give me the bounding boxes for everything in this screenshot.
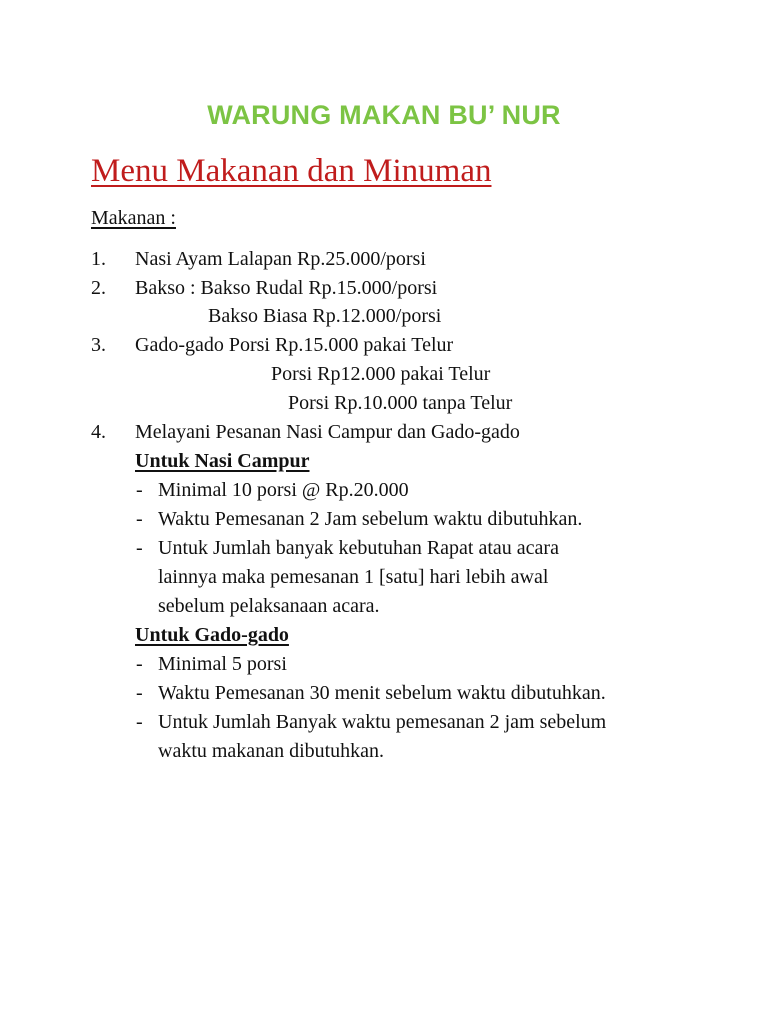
item-text: Melayani Pesanan Nasi Campur dan Gado-gado: [135, 421, 520, 443]
bullet-dash: -: [136, 537, 143, 559]
item-text: Bakso : Bakso Rudal Rp.15.000/porsi: [135, 277, 438, 299]
item-number: 4.: [91, 421, 106, 443]
item-number: 2.: [91, 277, 106, 299]
bullet-text-continued: sebelum pelaksanaan acara.: [158, 595, 380, 617]
bullet-dash: -: [136, 479, 143, 501]
bullet-text-continued: lainnya maka pemesanan 1 [satu] hari lebih awal: [158, 566, 549, 588]
bullet-text: Untuk Jumlah banyak kebutuhan Rapat atau acara: [158, 537, 559, 559]
bullet-text: Waktu Pemesanan 30 menit sebelum waktu dibutuhkan.: [158, 682, 606, 704]
item-text: Nasi Ayam Lalapan Rp.25.000/porsi: [135, 248, 426, 270]
bullet-text: Minimal 5 porsi: [158, 653, 287, 675]
bullet-text: Untuk Jumlah Banyak waktu pemesanan 2 jam sebelum: [158, 711, 607, 733]
item-number: 3.: [91, 334, 106, 356]
bullet-dash: -: [136, 653, 143, 675]
subheading-nasi-campur: Untuk Nasi Campur: [135, 450, 310, 472]
item-text-continued: Porsi Rp.10.000 tanpa Telur: [288, 392, 513, 414]
item-number: 1.: [91, 248, 106, 270]
bullet-text-continued: waktu makanan dibutuhkan.: [158, 740, 385, 762]
restaurant-title: WARUNG MAKAN BU’ NUR: [207, 100, 561, 130]
item-text-continued: Bakso Biasa Rp.12.000/porsi: [208, 305, 442, 327]
bullet-text: Minimal 10 porsi @ Rp.20.000: [158, 479, 409, 501]
bullet-dash: -: [136, 682, 143, 704]
bullet-dash: -: [136, 711, 143, 733]
item-text-continued: Porsi Rp12.000 pakai Telur: [271, 363, 491, 385]
menu-heading: Menu Makanan dan Minuman: [91, 153, 492, 189]
bullet-text: Waktu Pemesanan 2 Jam sebelum waktu dibutuhkan.: [158, 508, 583, 530]
bullet-dash: -: [136, 508, 143, 530]
item-text: Gado-gado Porsi Rp.15.000 pakai Telur: [135, 334, 454, 356]
subheading-gado-gado: Untuk Gado-gado: [135, 624, 289, 646]
section-label-makanan: Makanan :: [91, 207, 176, 229]
